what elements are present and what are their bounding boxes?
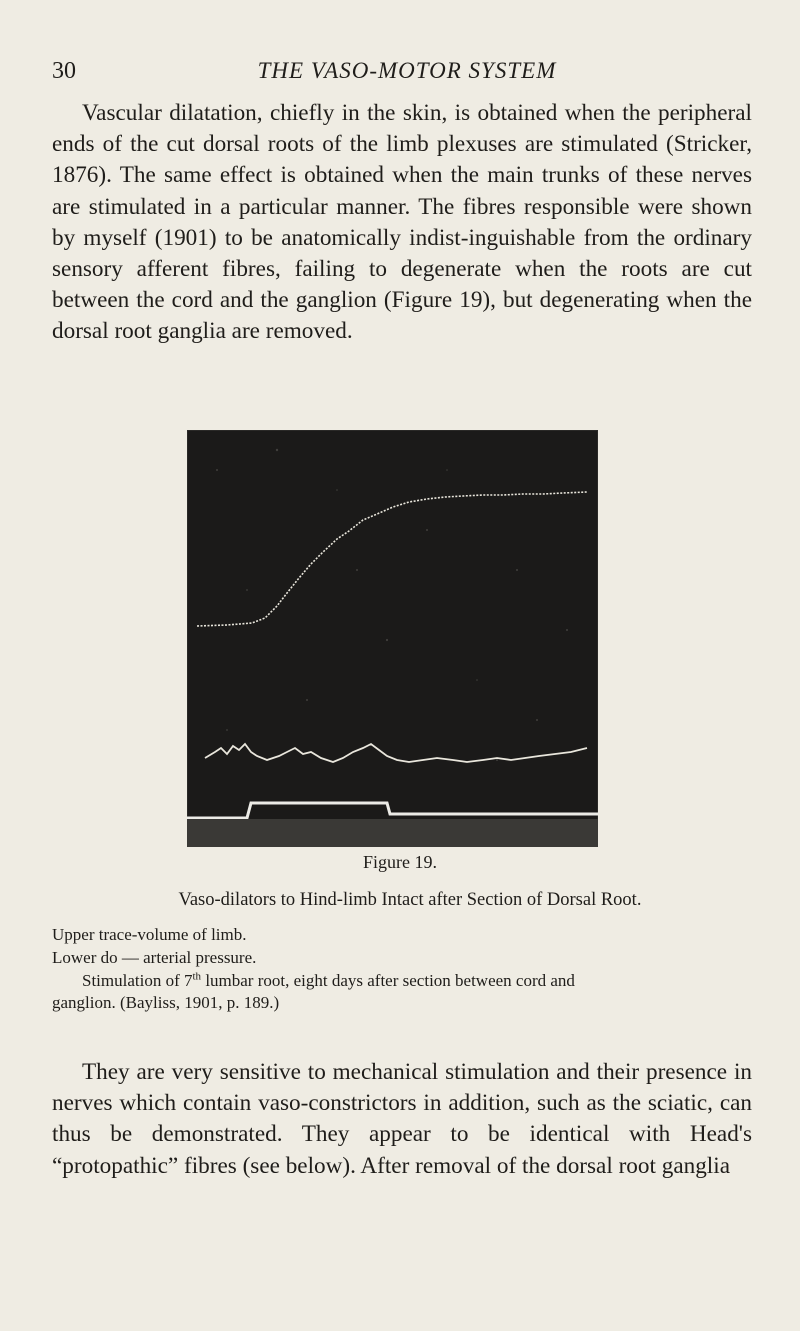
caption-upper-trace: Upper trace-volume of limb. — [52, 925, 247, 944]
caption-lower-trace: Lower do — arterial pressure. — [52, 948, 257, 967]
page-number: 30 — [52, 58, 76, 84]
caption-stimulation-prefix: Stimulation of 7 — [82, 971, 193, 990]
caption-reference: ganglion. (Bayliss, 1901, p. 189.) — [52, 993, 280, 1012]
figure-19-kymograph-image — [187, 430, 598, 847]
figure-caption-title: Figure 19. — [363, 852, 437, 872]
paragraph-mechanical-stimulation: They are very sensitive to mechanical stimulation and their presence in nerves which contain vaso-constrictors in addition, such as the sciatic, can thus be demonstrated. They appear to be identical with Head's “protopathic” fibres (see below). After removal of the dorsal root ganglia — [52, 1059, 752, 1179]
running-title: THE VASO-MOTOR SYSTEM — [257, 58, 557, 83]
page-header — [52, 58, 752, 94]
figure-caption-subtitle: Vaso-dilators to Hind-limb Intact after Section of Dorsal Root. — [178, 890, 642, 910]
paragraph-vascular-dilatation: Vascular dilatation, chiefly in the skin, is obtained when the peripheral ends of the cut dorsal roots of the limb plexuses are stimulated (Stricker, 1876). The same effect is obtained when the main trunks of these nerves are stimulated in a particular manner. The fibres responsible were shown by myself (1901) to be anatomically indist-inguishable from the ordinary sensory afferent fibres, failing to degenerate when the roots are cut between the cord and the ganglion (Figure 19), but degenerating when the dorsal root ganglia are removed. — [52, 100, 752, 345]
kymograph-tracing-image — [187, 430, 598, 847]
caption-stimulation — [82, 970, 752, 992]
caption-stimulation-superscript: th — [192, 970, 202, 983]
caption-stimulation-suffix: lumbar root, eight days after section between cord and — [201, 971, 575, 990]
